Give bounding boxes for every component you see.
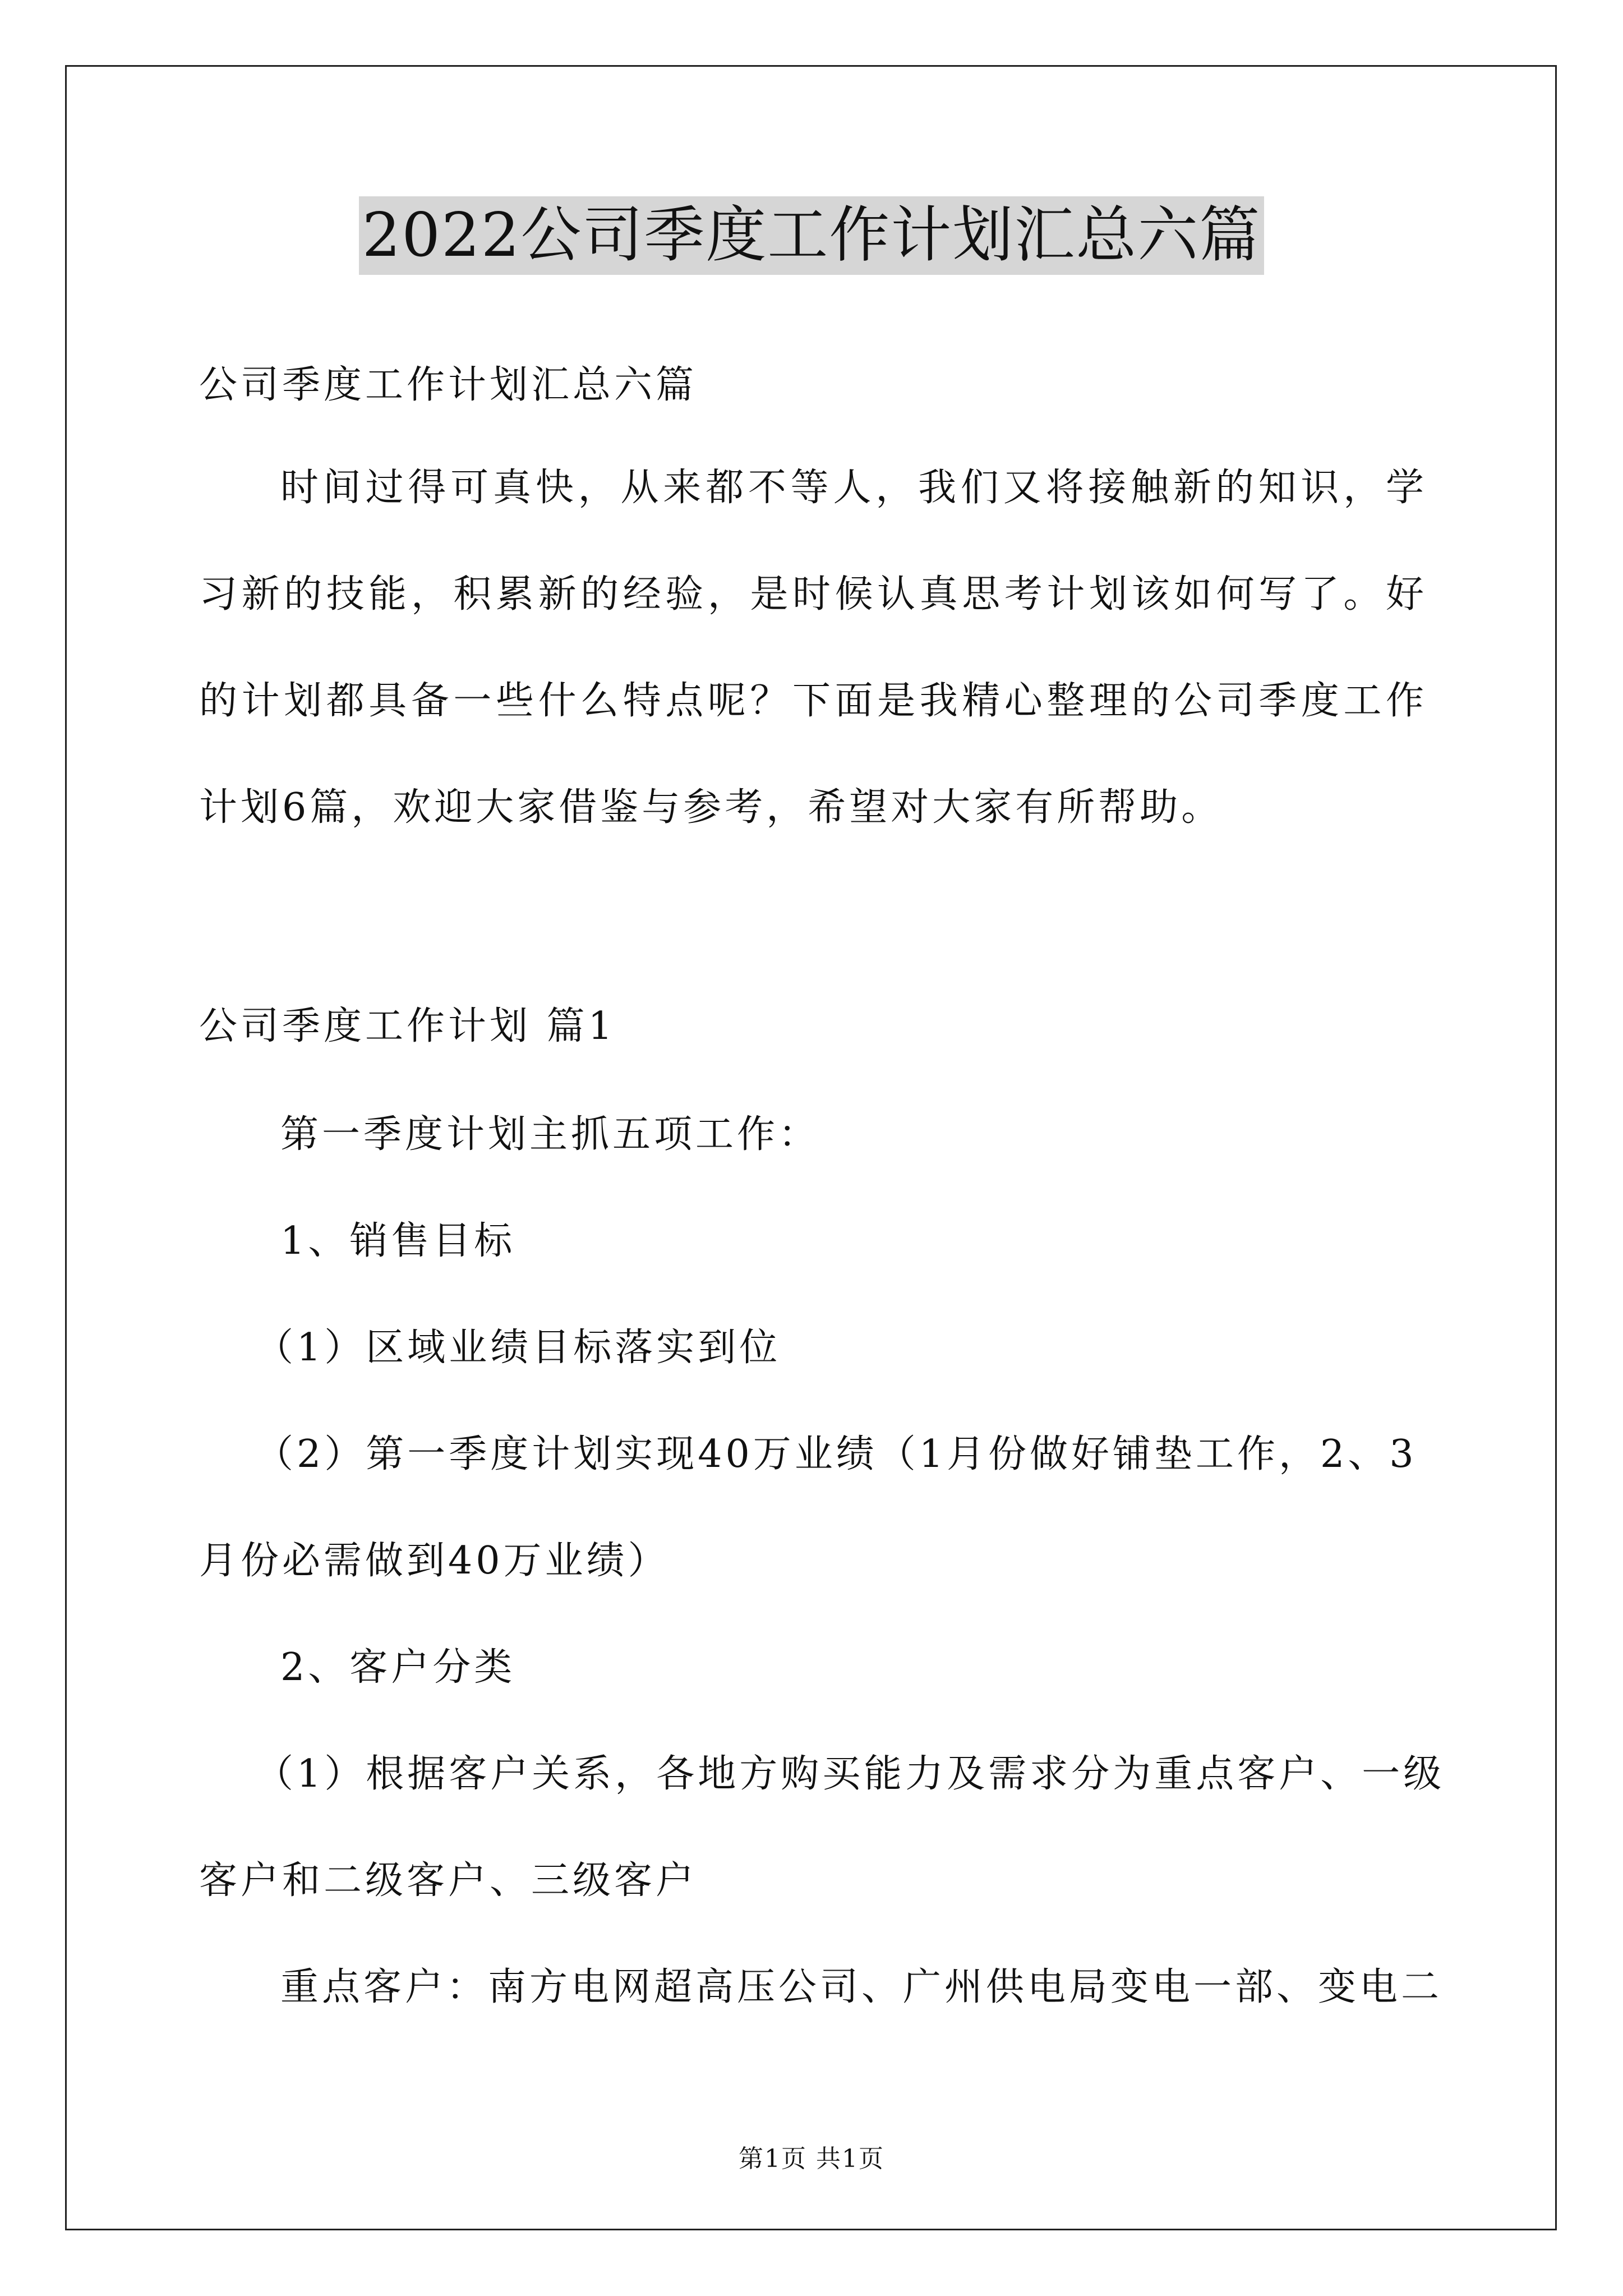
key-clients-line: 重点客户：南方电网超高压公司、广州供电局变电一部、变电二 <box>280 1965 1443 2009</box>
intro-paragraph: 时间过得可真快，从来都不等人，我们又将接触新的知识，学习新的技能，积累新的经验，是时候认真思考计划该如何写了。好的计划都具备一些什么特点呢？下面是我精心整理的公司季度工作计划6篇，欢迎大家借鉴与参考，希望对大家有所帮助。 <box>199 466 1427 830</box>
page-footer: 第1页 共1页 <box>739 2145 884 2173</box>
section-heading: 公司季度工作计划 篇1 <box>199 1004 616 1048</box>
list-item-client-classification: 2、客户分类 <box>280 1645 516 1690</box>
list-subitem-regional-target: （1）区域业绩目标落实到位 <box>255 1326 781 1370</box>
quarter-intro-line: 第一季度计划主抓五项工作： <box>280 1112 820 1157</box>
document-title-text: 2022公司季度工作计划汇总六篇 <box>359 196 1265 275</box>
list-subitem-client-tiers-line1: （1）根据客户关系，各地方购买能力及需求分为重点客户、一级 <box>255 1752 1445 1796</box>
document-title <box>0 196 1623 275</box>
list-item-sales-target: 1、销售目标 <box>280 1219 516 1263</box>
list-subitem-q1-plan-line1: （2）第一季度计划实现40万业绩（1月份做好铺垫工作，2、3 <box>255 1432 1417 1476</box>
list-subitem-client-tiers-line2: 客户和二级客户、三级客户 <box>199 1858 698 1903</box>
list-subitem-q1-plan-line2: 月份必需做到40万业绩） <box>199 1539 670 1583</box>
document-subtitle: 公司季度工作计划汇总六篇 <box>199 363 698 407</box>
